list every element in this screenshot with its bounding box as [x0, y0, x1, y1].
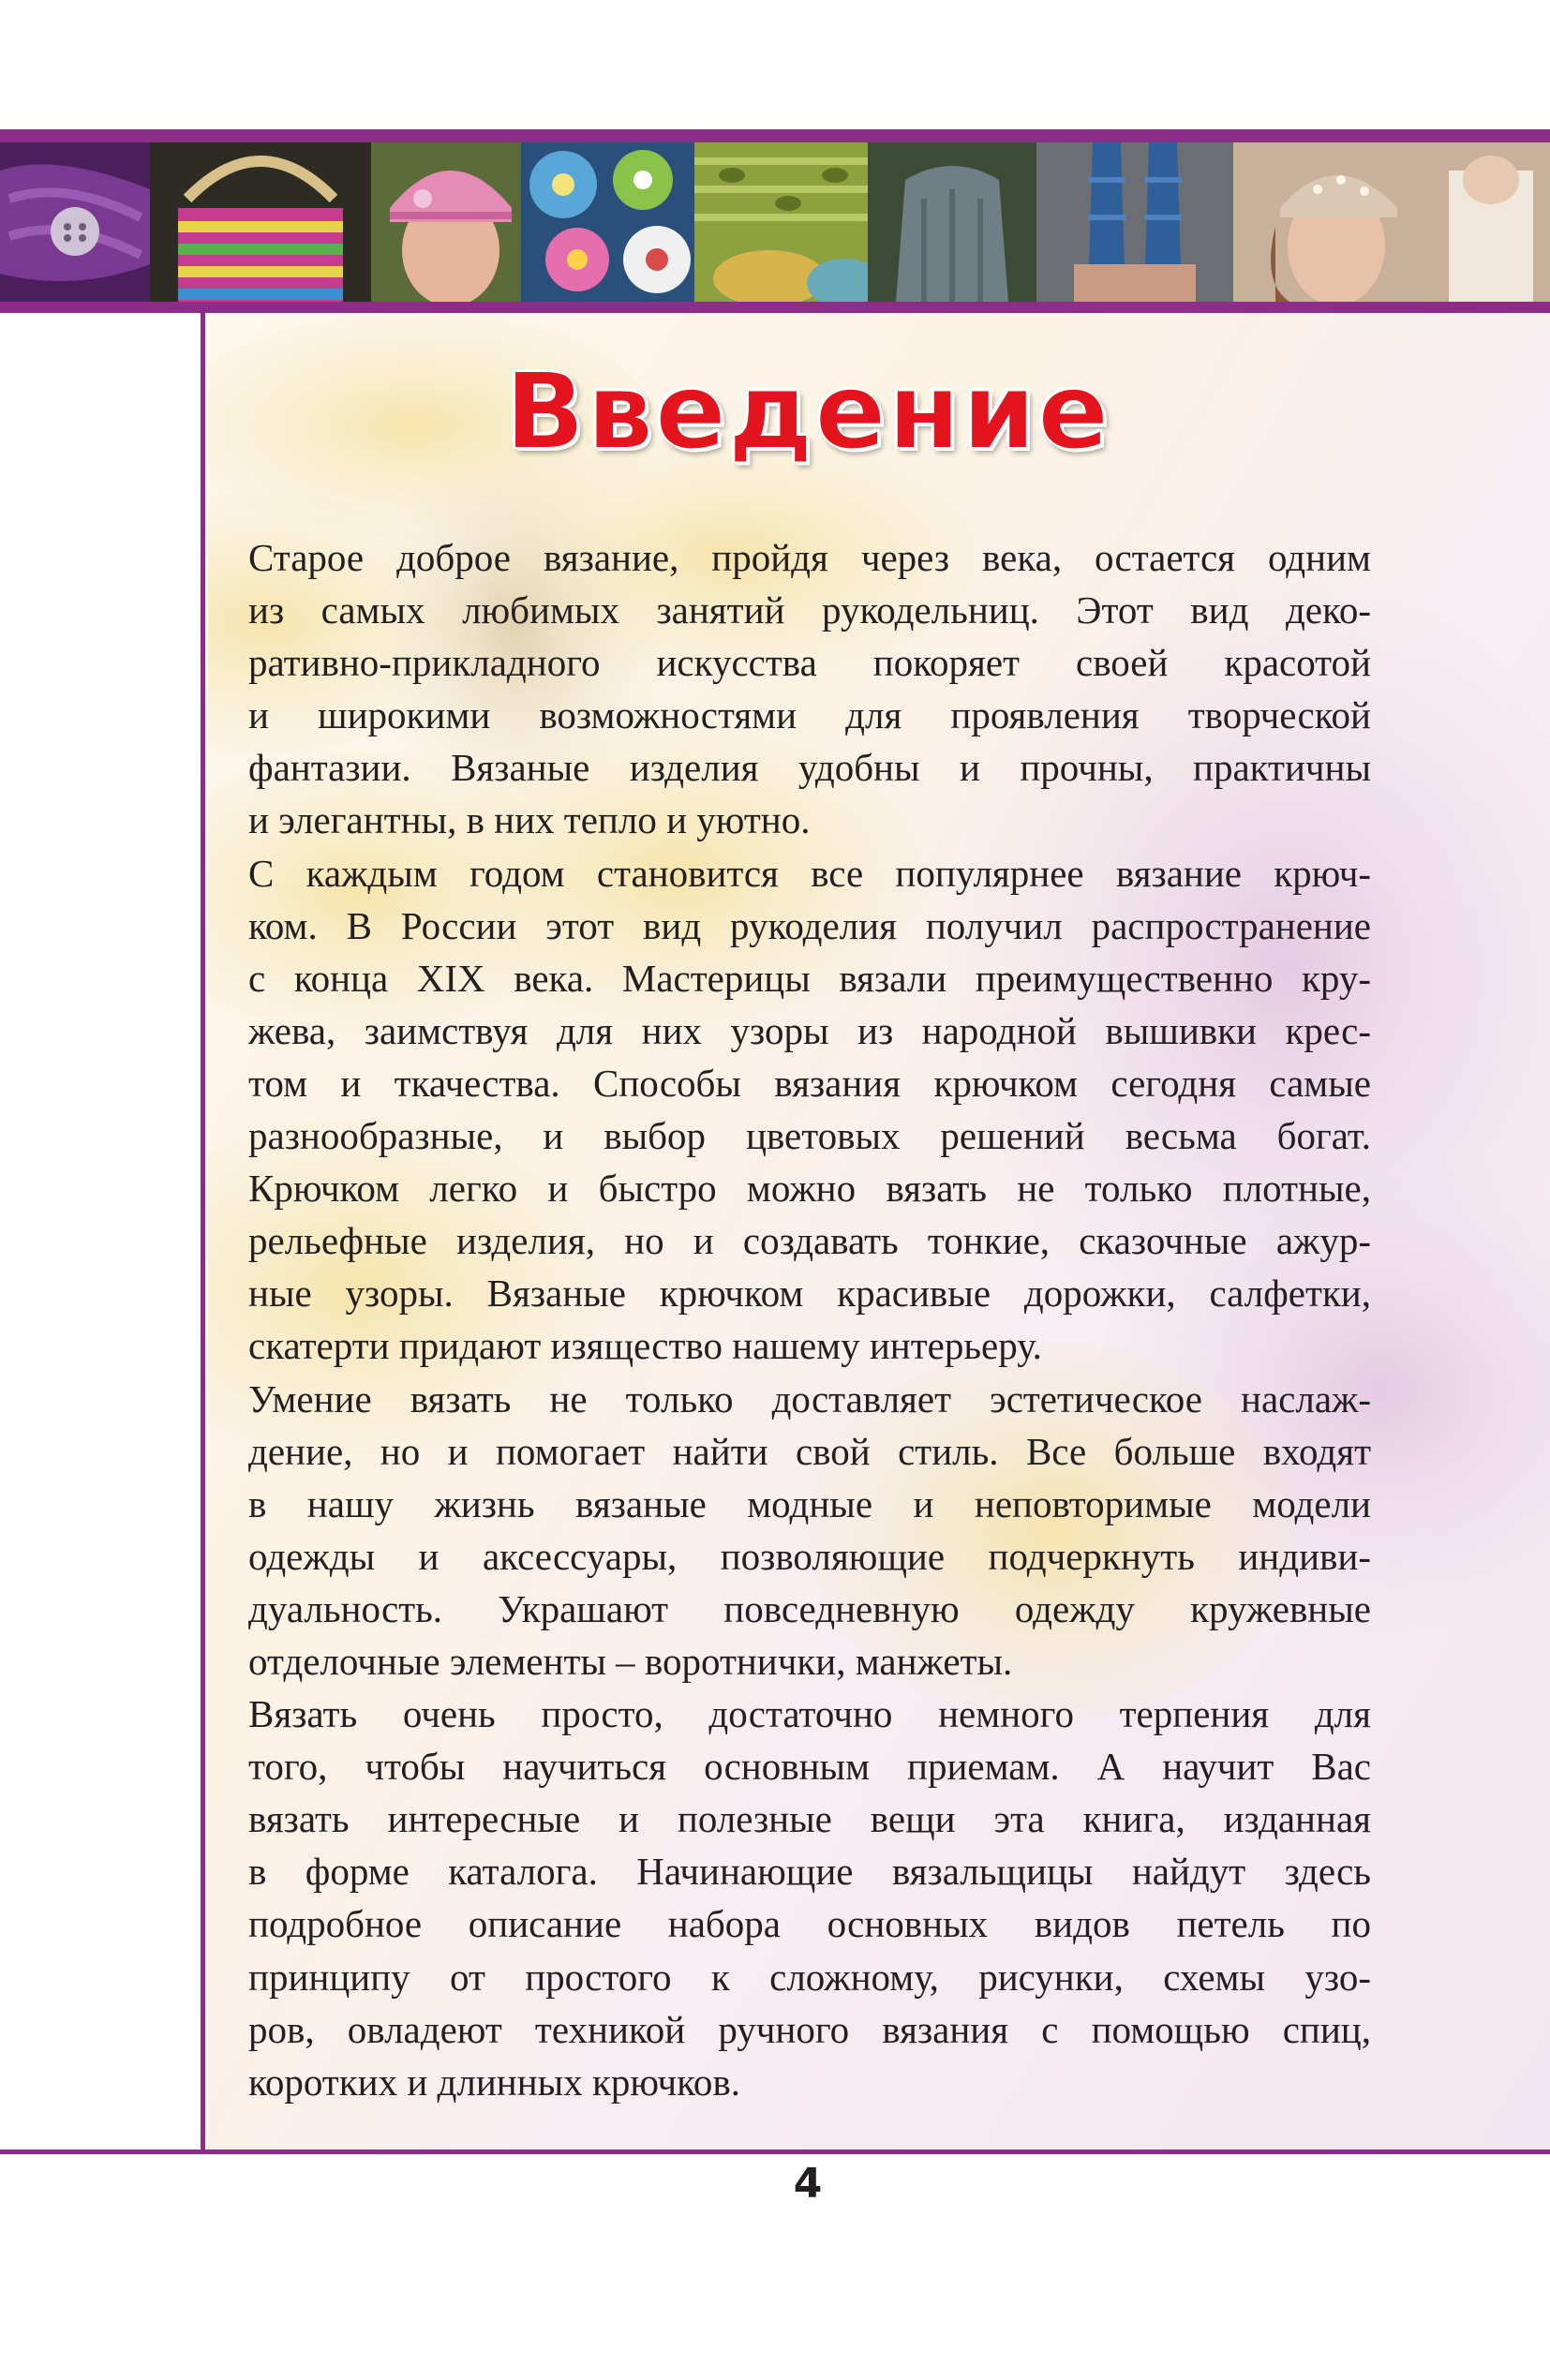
left-margin-rule: [201, 313, 205, 2153]
body-line: дение, но и помогает найти свой стиль. Все больше входят: [248, 1429, 1371, 1473]
photo-blue-knit-gloves: [1036, 142, 1233, 302]
body-line: фантазии. Вязаные изделия удобны и прочны, практичны: [248, 746, 1371, 790]
body-line: Вязать очень просто, достаточно немного терпения для: [248, 1692, 1371, 1736]
body-line: С каждым годом становится все популярнее вязание крюч-: [248, 851, 1371, 895]
body-line: с конца XIX века. Мастерицы вязали преимущественно кру-: [248, 956, 1371, 1000]
page-number: 4: [793, 2160, 823, 2208]
photo-woman-in-knit-beret: [1233, 142, 1550, 302]
body-line: в нашу жизнь вязаные модные и неповторимые модели: [248, 1481, 1371, 1525]
photo-girl-in-pink-knit-hat: [371, 142, 521, 302]
body-line: того, чтобы научиться основным приемам. А научит Вас: [248, 1745, 1371, 1789]
body-line: в форме каталога. Начинающие вязальщицы найдут здесь: [248, 1850, 1371, 1894]
body-line: и широкими возможностями для проявления творческой: [248, 693, 1371, 737]
body-line: рельефные изделия, но и создавать тонкие, сказочные ажур-: [248, 1219, 1371, 1263]
body-line: коротких и длинных крючков.: [248, 2060, 741, 2104]
body-line: из самых любимых занятий рукодельниц. Этот вид деко-: [248, 588, 1371, 632]
body-line: вязать интересные и полезные вещи эта книга, изданная: [248, 1797, 1371, 1841]
body-line: ров, овладеют техникой ручного вязания с помощью спиц,: [248, 2007, 1371, 2051]
photo-green-lace-knitting-with-yarn: [694, 142, 868, 302]
body-line: Старое доброе вязание, пройдя через века, остается одним: [248, 536, 1371, 579]
body-text: [248, 531, 1371, 2108]
body-line: одежды и аксессуары, позволяющие подчеркнуть индиви-: [248, 1534, 1371, 1578]
photo-purple-crochet-button: [0, 142, 150, 302]
top-frame-line: [0, 129, 1550, 142]
chapter-heading: Введение: [504, 351, 1111, 473]
bottom-frame-line: [0, 2149, 1550, 2154]
body-line: дуальность. Украшают повседневную одежду кружевные: [248, 1586, 1371, 1630]
photo-strip: [0, 142, 1550, 302]
body-line: жева, заимствуя для них узоры из народной вышивки крес-: [248, 1008, 1371, 1052]
body-line: ные узоры. Вязаные крючком красивые дорожки, салфетки,: [248, 1272, 1371, 1316]
body-line: отделочные элементы – воротнички, манжеты.: [248, 1639, 1013, 1683]
photo-striped-knit-bag: [150, 142, 371, 302]
body-line: ративно-прикладного искусства покоряет своей красотой: [248, 641, 1371, 685]
body-line: Умение вязать не только доставляет эстетическое наслаж-: [248, 1376, 1371, 1421]
body-line: и элегантны, в них тепло и уютно.: [248, 798, 811, 842]
body-line: принципу от простого к сложному, рисунки, схемы узо-: [248, 1955, 1371, 1999]
body-line: том и ткачества. Способы вязания крючком сегодня самые: [248, 1061, 1371, 1105]
photo-woman-in-grey-knit-sweater: [868, 142, 1036, 302]
strip-bottom-line: [0, 302, 1550, 313]
body-line: разнообразные, и выбор цветовых решений весьма богат.: [248, 1114, 1371, 1158]
body-line: Крючком легко и быстро можно вязать не только плотные,: [248, 1167, 1371, 1211]
body-line: скатерти придают изящество нашему интерьеру.: [248, 1324, 1042, 1368]
body-line: ком. В России этот вид рукоделия получил распространение: [248, 903, 1371, 947]
photo-crochet-flower-motifs: [521, 142, 694, 302]
body-line: подробное описание набора основных видов петель по: [248, 1902, 1371, 1946]
